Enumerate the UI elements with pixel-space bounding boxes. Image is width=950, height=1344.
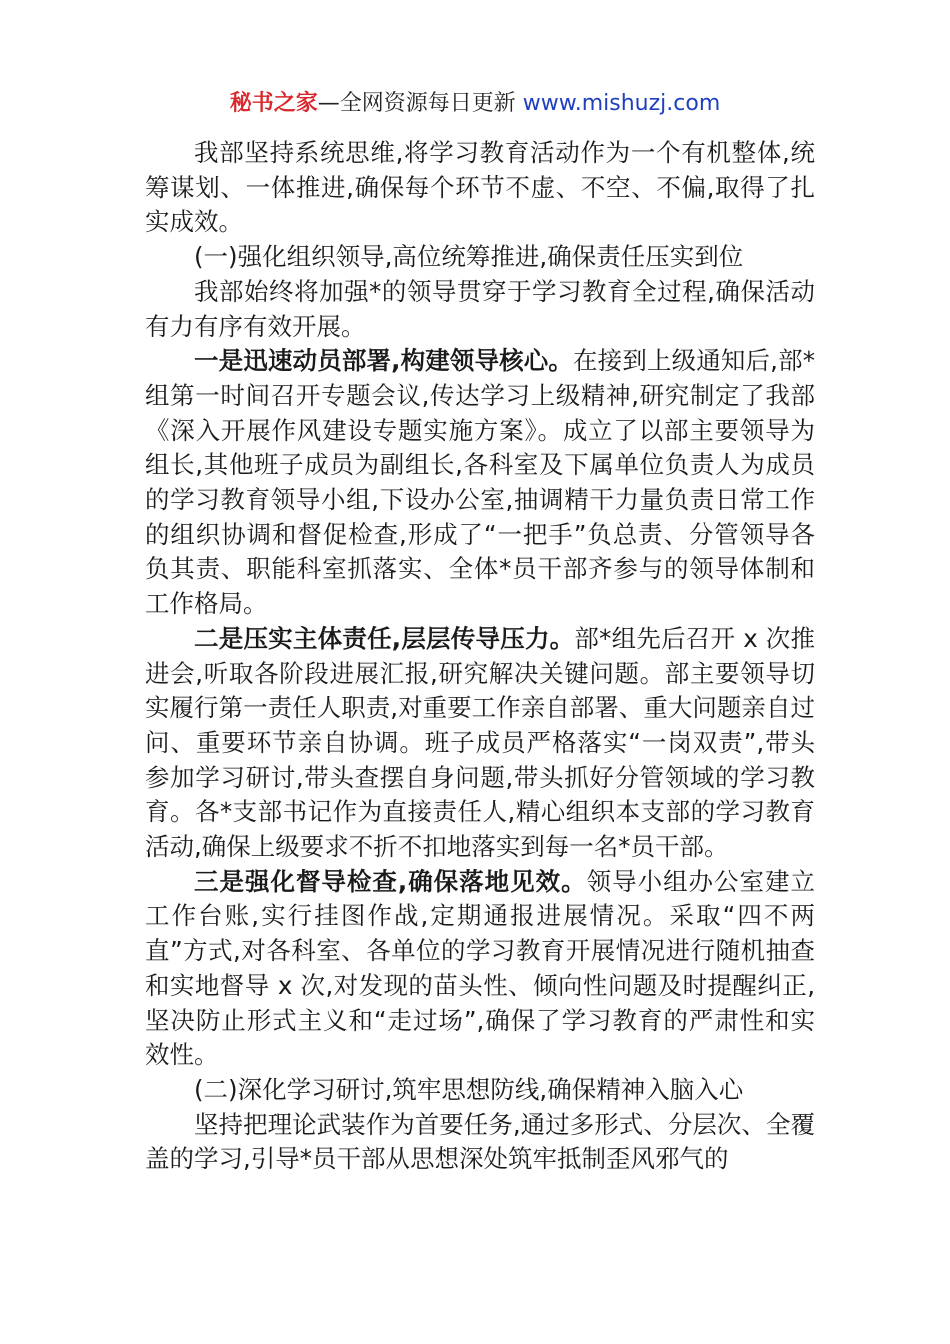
document-body <box>145 136 815 1177</box>
paragraph-text: 领导小组办公室建立工作台账,实行挂图作战,定期通报进展情况。采取“四不两直”方式,对各科室、各单位的学习教育开展情况进行随机抽查和实地督导 x 次,对发现的苗头性、倾向性问题及时提醒纠正,坚决防止形式主义和“走过场”,确保了学习教育的严肃性和实效性。 <box>145 866 816 1070</box>
site-tagline: —全网资源每日更新 <box>317 91 523 116</box>
site-header <box>0 88 950 120</box>
heading-text: (一)强化组织领导,高位统筹推进,确保责任压实到位 <box>194 242 744 272</box>
heading-text: (二)深化学习研讨,筑牢思想防线,确保精神入脑入心 <box>194 1074 744 1104</box>
paragraph-text: 在接到上级通知后,部*组第一时间召开专题会议,传达学习上级精神,研究制定了我部《深入开展作风建设专题实施方案》。成立了以部主要领导为组长,其他班子成员为副组长,各科室及下属单位负责人为成员的学习教育领导小组,下设办公室,抽调精干力量负责日常工作的组织协调和督促检查,形成了“一把手”负总责、分管领导各负其责、职能科室抓落实、全体*员干部齐参与的领导体制和工作格局。 <box>145 346 815 619</box>
paragraph-point-1 <box>145 344 815 622</box>
paragraph-lead: 三是强化督导检查,确保落地见效。 <box>194 866 587 896</box>
paragraph-text: 坚持把理论武装作为首要任务,通过多形式、分层次、全覆盖的学习,引导*员干部从思想深处筑牢抵制歪风邪气的 <box>145 1109 815 1174</box>
paragraph-lead: 一是迅速动员部署,构建领导核心。 <box>194 346 574 376</box>
paragraph-point-3 <box>145 865 815 1073</box>
paragraph-lead: 二是压实主体责任,层层传导压力。 <box>194 623 575 653</box>
paragraph-section-2-intro <box>145 1108 815 1177</box>
section-heading-1 <box>145 240 815 275</box>
paragraph-point-2 <box>145 622 815 865</box>
site-brand: 秘书之家 <box>229 91 318 116</box>
paragraph-text: 我部坚持系统思维,将学习教育活动作为一个有机整体,统筹谋划、一体推进,确保每个环节不虚、不空、不偏,取得了扎实成效。 <box>145 138 815 237</box>
paragraph-text: 我部始终将加强*的领导贯穿于学习教育全过程,确保活动有力有序有效开展。 <box>145 276 815 341</box>
section-heading-2 <box>145 1073 815 1108</box>
paragraph-section-1-intro <box>145 275 815 344</box>
paragraph-text: 部*组先后召开 x 次推进会,听取各阶段进展汇报,研究解决关键问题。部主要领导切实履行第一责任人职责,对重要工作亲自部署、重大问题亲自过问、重要环节亲自协调。班子成员严格落实“一岗双责”,带头参加学习研讨,带头查摆自身问题,带头抓好分管领域的学习教育。各*支部书记作为直接责任人,精心组织本支部的学习教育活动,确保上级要求不折不扣地落实到每一名*员干部。 <box>145 623 815 862</box>
site-url-link[interactable]: www.mishuzj.com <box>522 91 721 116</box>
paragraph-intro <box>145 136 815 240</box>
